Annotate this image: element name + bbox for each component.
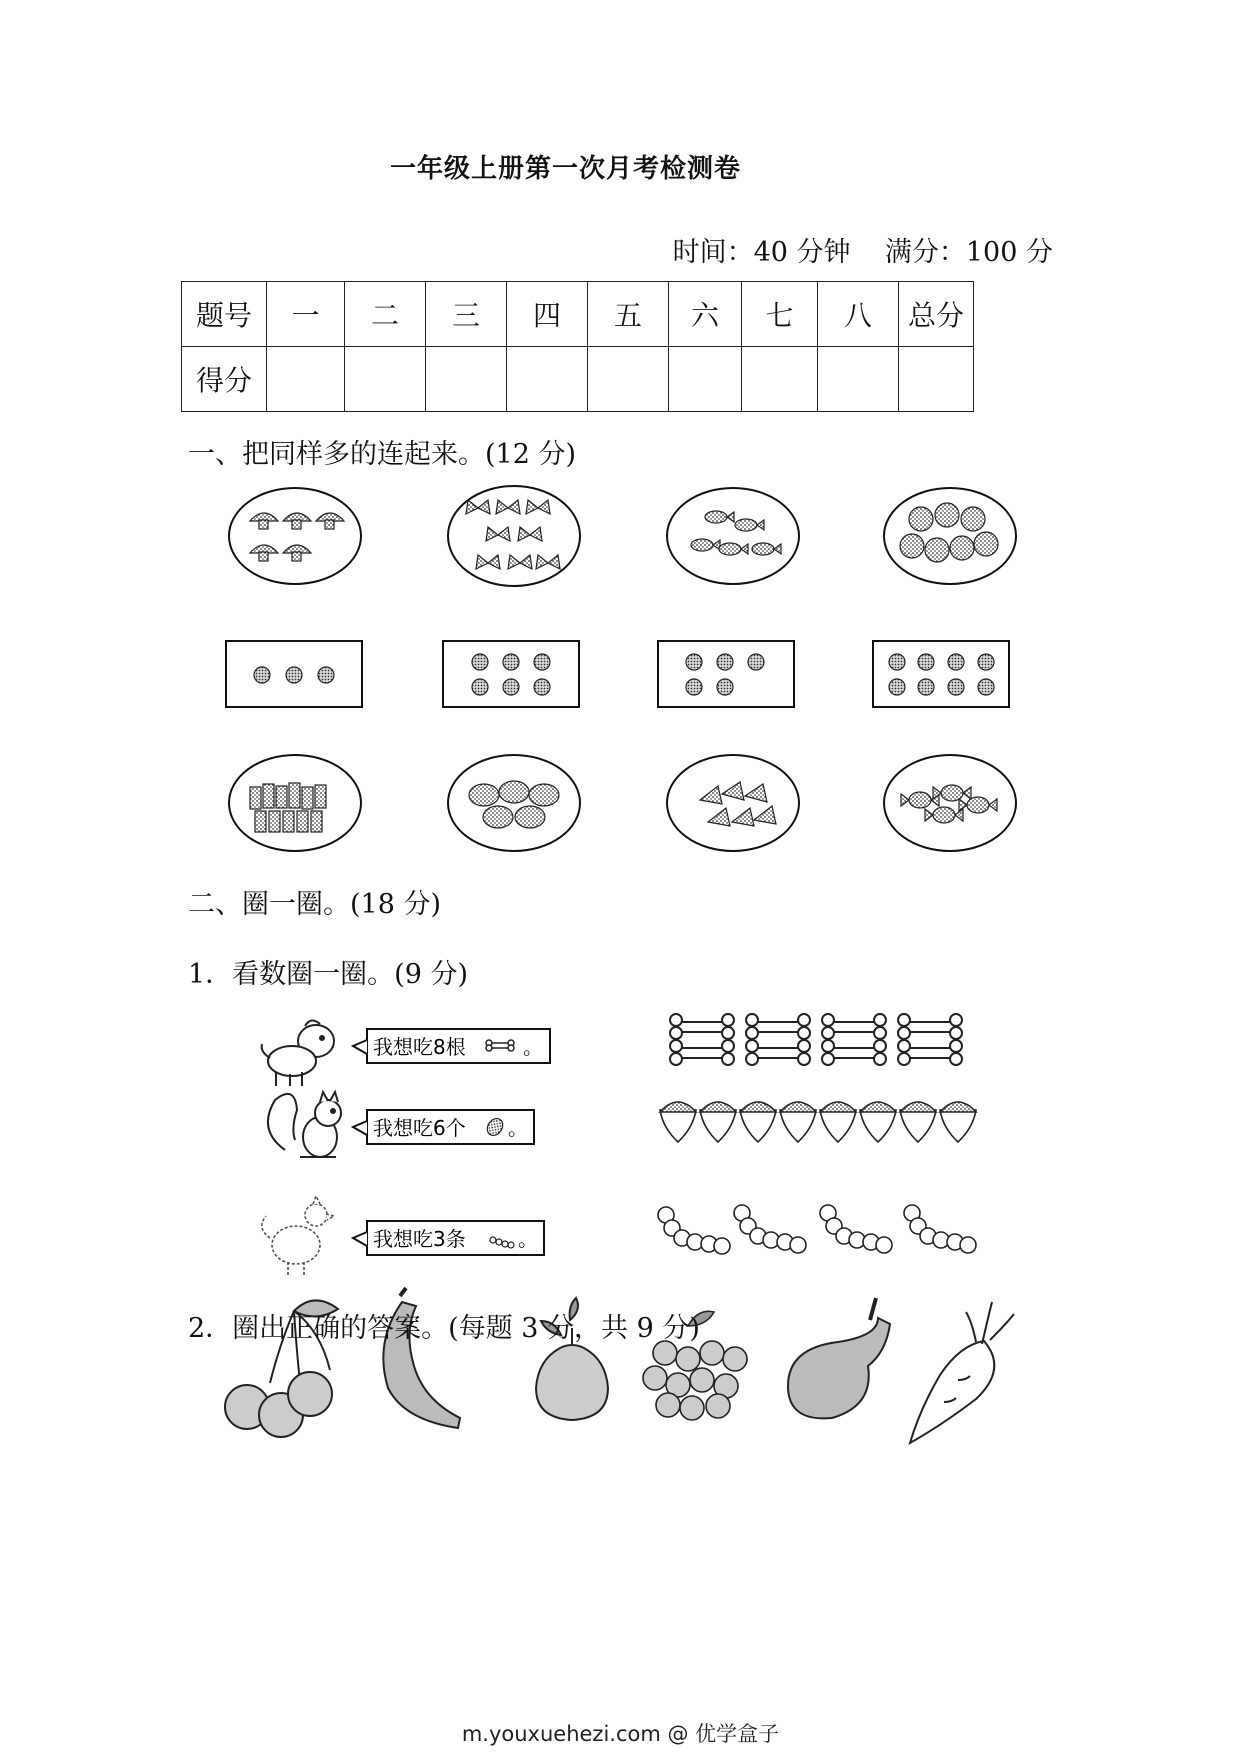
page-title: 一年级上册第一次月考检测卷 bbox=[389, 154, 741, 184]
plate-cakes[interactable] bbox=[667, 755, 799, 851]
speech-text-chicken: 我想吃3条 bbox=[373, 1227, 466, 1251]
caterpillars-group[interactable] bbox=[658, 1205, 976, 1254]
bone-item[interactable] bbox=[822, 1040, 886, 1065]
acorn-item[interactable] bbox=[820, 1102, 856, 1142]
speech-end-chicken: 。 bbox=[518, 1227, 538, 1251]
eggplant-illustration[interactable] bbox=[788, 1298, 890, 1418]
header-cell: 六 bbox=[669, 282, 742, 347]
bone-item[interactable] bbox=[898, 1014, 962, 1039]
caterpillar-item[interactable] bbox=[820, 1205, 892, 1253]
plate-candies[interactable] bbox=[884, 755, 1016, 851]
acorn-item[interactable] bbox=[900, 1102, 936, 1142]
dot-box-5[interactable] bbox=[658, 641, 794, 707]
plate-butterflies[interactable] bbox=[448, 486, 580, 586]
section2-sub2-heading: 2．圈出正确的答案。(每题 3 分，共 9 分) bbox=[188, 1313, 700, 1344]
section2-heading: 二、圈一圈。(18 分) bbox=[188, 889, 442, 920]
exam-meta: 时间：40 分钟 满分：100 分 bbox=[672, 237, 1053, 268]
caterpillar-item[interactable] bbox=[904, 1205, 976, 1253]
speech-end-dog: 。 bbox=[523, 1035, 543, 1059]
section2-sub1-heading: 1．看数圈一圈。(9 分) bbox=[188, 959, 469, 990]
speech-end-squirrel: 。 bbox=[508, 1116, 528, 1140]
caterpillar-item[interactable] bbox=[658, 1207, 730, 1254]
speech-bubble-dog bbox=[353, 1029, 550, 1063]
dot-box-8[interactable] bbox=[873, 641, 1009, 707]
plate-buns[interactable] bbox=[448, 755, 580, 851]
footer-watermark: m.youxuehezi.com @ 优学盒子 bbox=[461, 1722, 780, 1746]
score-label-cell: 得分 bbox=[182, 347, 267, 412]
header-cell: 七 bbox=[742, 282, 818, 347]
dot-box-3[interactable] bbox=[226, 641, 362, 707]
header-cell: 一 bbox=[267, 282, 345, 347]
dog-illustration bbox=[262, 1020, 334, 1086]
bone-item[interactable] bbox=[670, 1014, 734, 1039]
plate-mushrooms[interactable] bbox=[229, 488, 361, 584]
acorn-item[interactable] bbox=[860, 1102, 896, 1142]
chicken-illustration bbox=[262, 1196, 334, 1276]
header-cell: 题号 bbox=[182, 282, 267, 347]
bone-item[interactable] bbox=[746, 1040, 810, 1065]
bone-item[interactable] bbox=[670, 1040, 734, 1065]
speech-bubble-chicken bbox=[353, 1221, 544, 1255]
section1-heading: 一、把同样多的连起来。(12 分) bbox=[188, 439, 577, 470]
bone-item[interactable] bbox=[746, 1014, 810, 1039]
header-cell: 五 bbox=[588, 282, 669, 347]
acorns-group[interactable] bbox=[660, 1102, 976, 1142]
header-cell: 二 bbox=[345, 282, 426, 347]
plate-apples[interactable] bbox=[884, 488, 1016, 584]
dot-box-6[interactable] bbox=[443, 641, 579, 707]
radish-illustration[interactable] bbox=[910, 1302, 1014, 1443]
header-cell: 三 bbox=[426, 282, 507, 347]
plate-bottles[interactable] bbox=[229, 755, 361, 851]
header-cell: 总分 bbox=[899, 282, 974, 347]
caterpillar-item[interactable] bbox=[734, 1205, 806, 1253]
header-cell: 八 bbox=[818, 282, 899, 347]
plate-fish[interactable] bbox=[667, 488, 799, 584]
speech-text-dog: 我想吃8根 bbox=[373, 1035, 466, 1059]
acorn-item[interactable] bbox=[660, 1102, 696, 1142]
speech-text-squirrel: 我想吃6个 bbox=[373, 1116, 466, 1140]
squirrel-illustration bbox=[268, 1092, 341, 1157]
bone-item[interactable] bbox=[822, 1014, 886, 1039]
acorn-item[interactable] bbox=[780, 1102, 816, 1142]
bones-group[interactable] bbox=[670, 1014, 962, 1065]
acorn-item[interactable] bbox=[940, 1102, 976, 1142]
speech-bubble-squirrel bbox=[353, 1110, 534, 1144]
acorn-item[interactable] bbox=[700, 1102, 736, 1142]
bone-item[interactable] bbox=[898, 1040, 962, 1065]
header-cell: 四 bbox=[507, 282, 588, 347]
acorn-item[interactable] bbox=[740, 1102, 776, 1142]
